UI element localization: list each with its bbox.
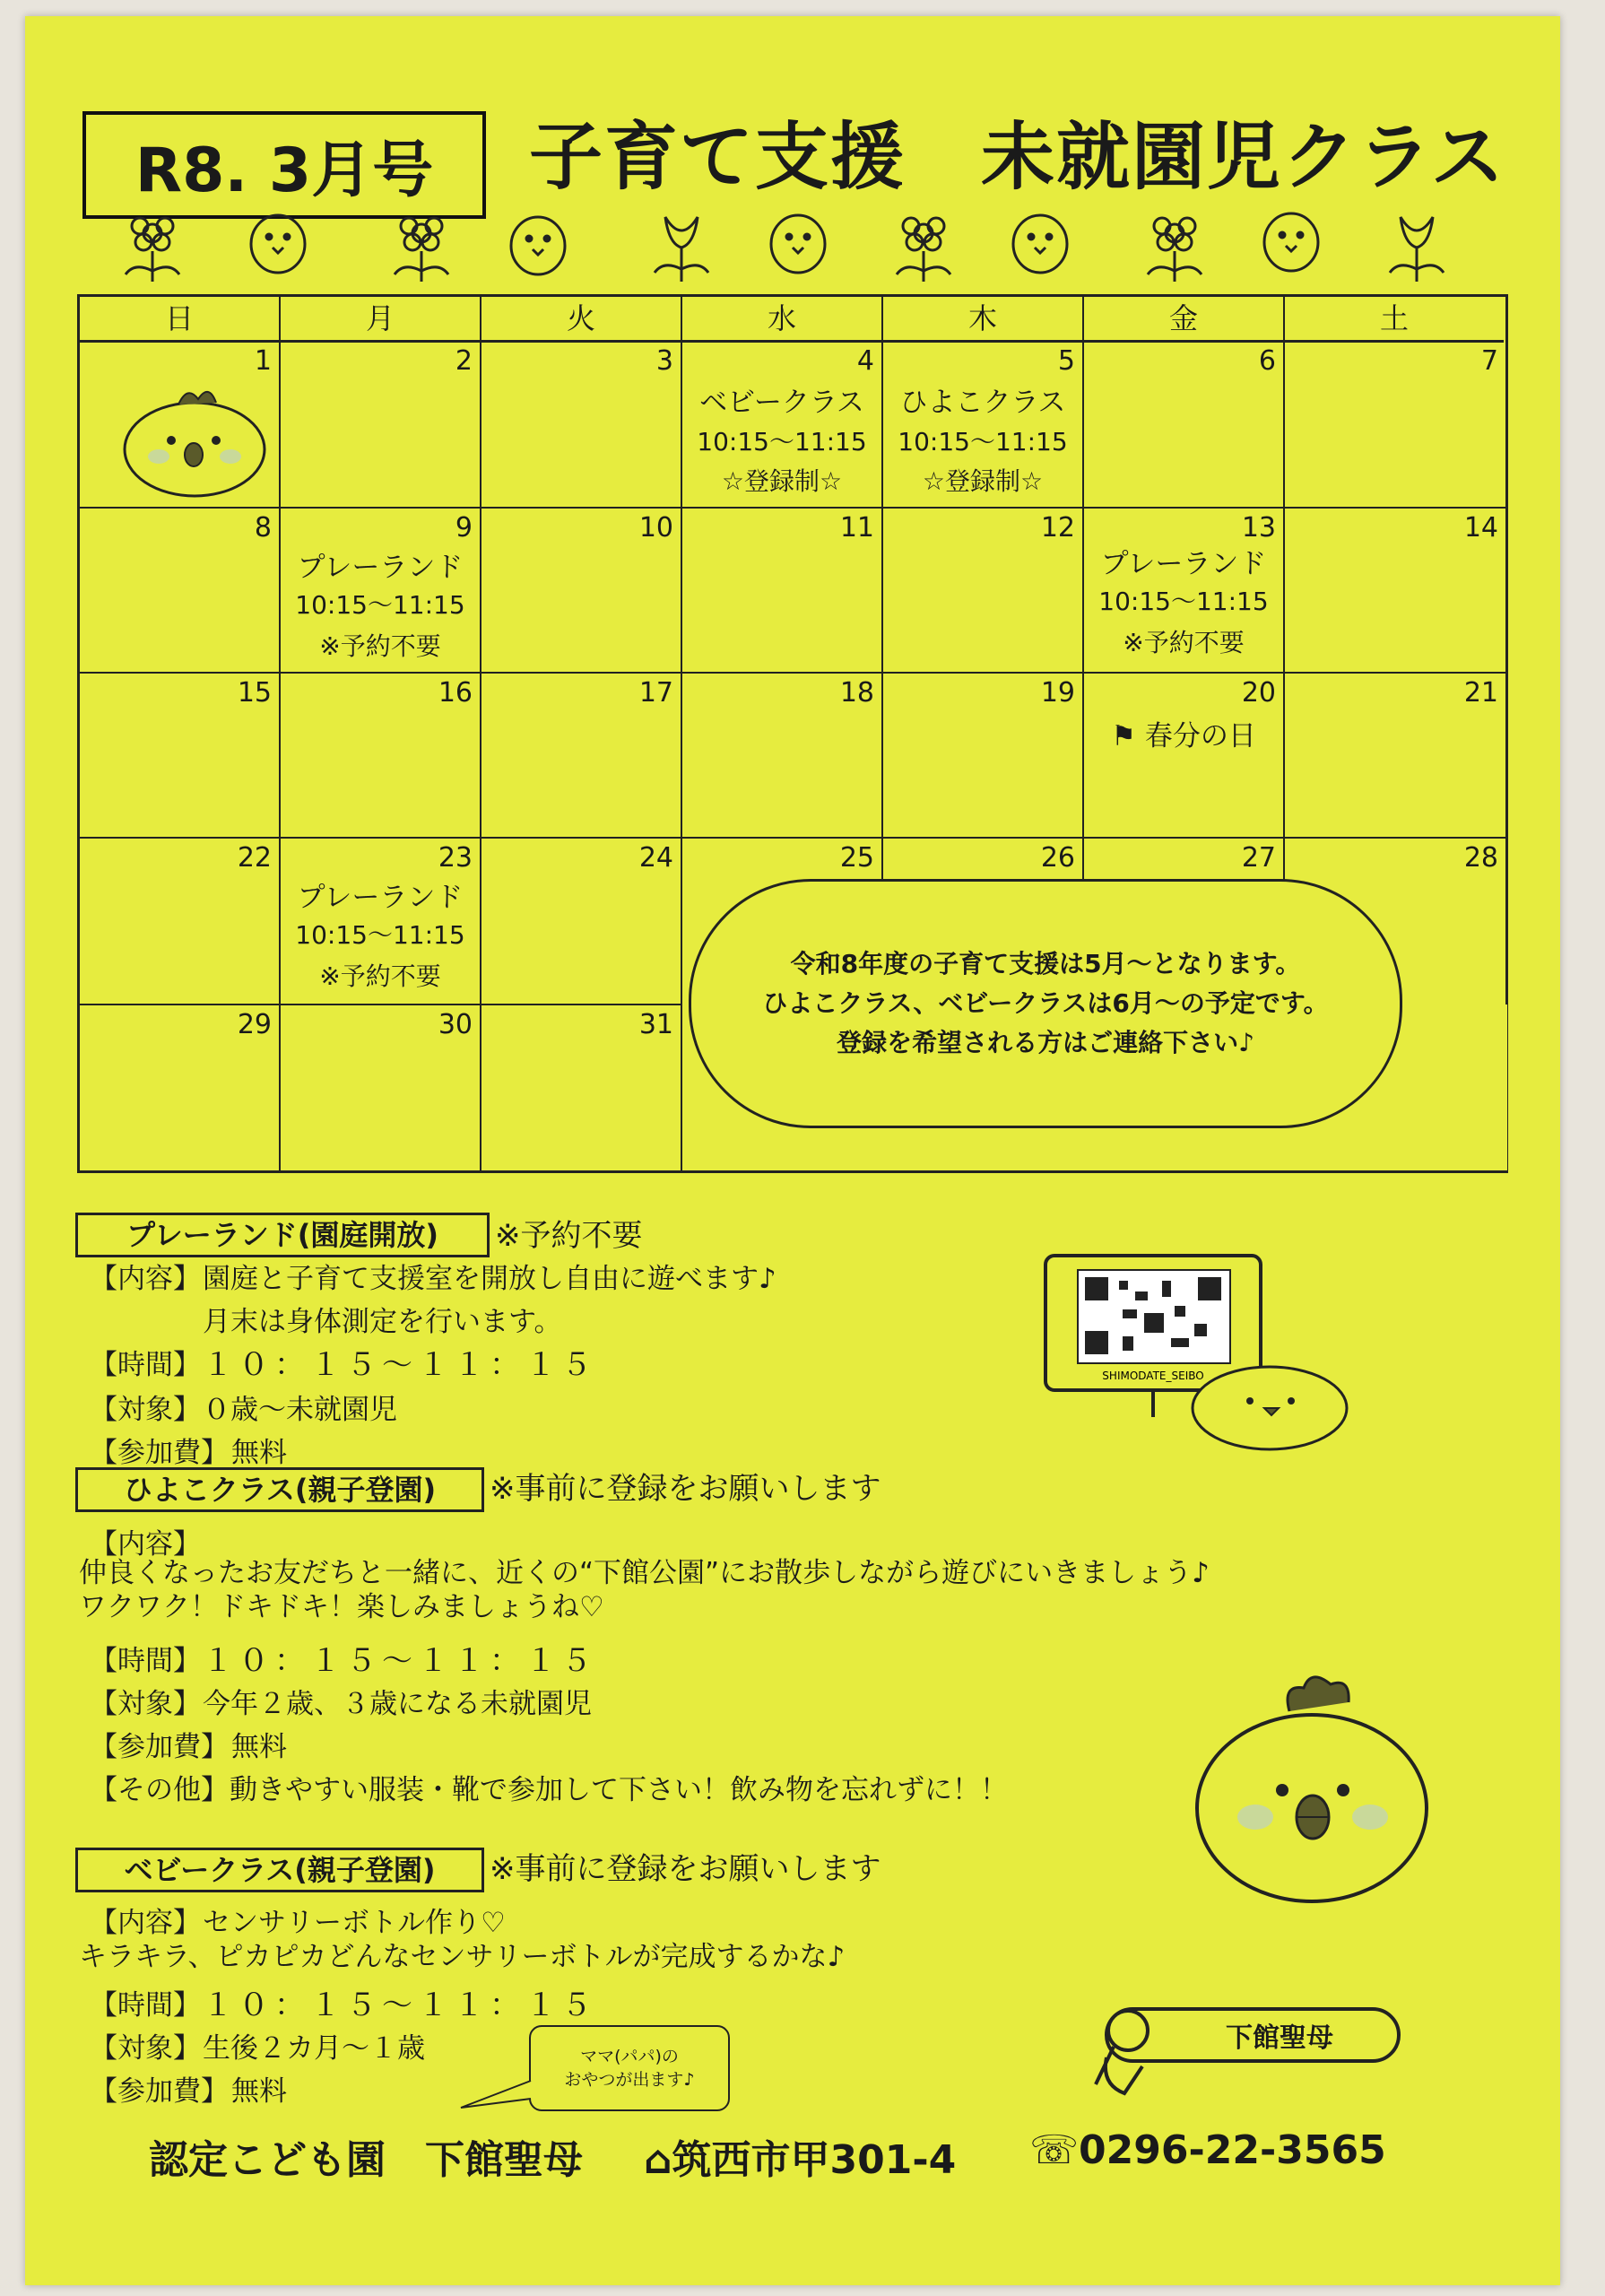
day-number: 10	[638, 512, 673, 544]
weekday-thu: 木	[883, 297, 1084, 343]
day-number: 29	[237, 1009, 272, 1040]
day-number: 16	[438, 677, 473, 709]
day-number: 12	[1040, 512, 1075, 544]
baby-target: 生後２カ月～１歳	[203, 2032, 425, 2065]
notice-bubble	[689, 879, 1402, 1128]
chick-icon	[116, 378, 277, 503]
day-number: 4	[856, 345, 874, 377]
day-cell	[883, 342, 1084, 509]
event-time: 10:15～11:15	[898, 427, 1068, 457]
day-number: 17	[638, 677, 673, 709]
event-time: 10:15～11:15	[1098, 587, 1269, 616]
event-name: プレーランド	[1100, 548, 1267, 580]
playland-time: １０：１５～１１：１５	[203, 1347, 597, 1383]
event-time: 10:15～11:15	[295, 920, 465, 950]
hiyoko-content-label: 【内容】	[90, 1528, 201, 1561]
bubble-tail	[457, 2077, 538, 2113]
baby-fee: 無料	[231, 2075, 287, 2108]
day-number: 3	[655, 345, 673, 377]
weekday-sat: 土	[1285, 297, 1504, 343]
day-cell	[883, 674, 1084, 839]
playland-content2: 月末は身体測定を行います。	[203, 1306, 562, 1338]
day-cell	[482, 674, 682, 839]
weekday-sun: 日	[80, 297, 281, 343]
notice-line: 令和8年度の子育て支援は5月～となります。	[790, 949, 1301, 978]
baby-time: １０：１５～１１：１５	[203, 1987, 597, 2023]
hiyoko-time: １０：１５～１１：１５	[203, 1643, 597, 1679]
phone-number: 0296-22-3565	[1079, 2127, 1386, 2173]
day-cell	[281, 509, 482, 674]
day-cell	[482, 509, 682, 674]
baby-content: センサリーボトル作り♡	[203, 1907, 506, 1939]
issue-label: R8. 3月号	[82, 111, 486, 219]
day-number: 5	[1057, 345, 1075, 377]
hiyoko-fee: 無料	[231, 1731, 287, 1763]
day-cell	[281, 1005, 482, 1170]
day-cell	[281, 674, 482, 839]
day-number: 7	[1480, 345, 1498, 377]
day-cell	[80, 509, 281, 674]
baby-content2: キラキラ、ピカピカどんなセンサリーボトルが完成するかな♪	[79, 1941, 846, 1973]
day-cell	[482, 839, 682, 1005]
snack-speech-bubble	[529, 2025, 730, 2111]
weekday-wed: 水	[682, 297, 883, 343]
hiyoko-note: ※事前に登録をお願いします	[490, 1471, 881, 1507]
search-label: 下館聖母	[1226, 2022, 1333, 2054]
day-cell	[80, 839, 281, 1005]
bubble-line: おやつが出ます♪	[564, 2070, 695, 2090]
home-icon: ⌂	[644, 2137, 672, 2183]
day-cell	[682, 509, 883, 674]
magnifier-pointer-icon	[1087, 2000, 1167, 2099]
day-number: 27	[1241, 842, 1276, 874]
hiyoko-other: 動きやすい服装・靴で参加して下さい！飲み物を忘れずに！！	[230, 1774, 1008, 1806]
day-number: 9	[455, 512, 473, 544]
event-time: 10:15～11:15	[295, 590, 465, 620]
holiday-label	[1084, 713, 1283, 753]
event-name: プレーランド	[297, 552, 464, 584]
playland-fee: 無料	[231, 1437, 287, 1469]
page-title: 子育て支援 未就園児クラス	[529, 115, 1506, 200]
event-note: ☆登録制☆	[721, 466, 843, 496]
baby-note: ※事前に登録をお願いします	[490, 1851, 881, 1887]
event-name: ひよこクラス	[899, 387, 1066, 419]
day-cell	[682, 342, 883, 509]
day-number: 6	[1258, 345, 1276, 377]
playland-content: 園庭と子育て支援室を開放し自由に遊べます♪	[203, 1263, 776, 1295]
hiyoko-time-label: 【時間】	[90, 1645, 201, 1677]
day-number: 1	[254, 345, 272, 377]
phone-icon: ☏	[1029, 2127, 1080, 2173]
hiyoko-target-label: 【対象】	[90, 1688, 201, 1720]
address	[644, 2127, 956, 2185]
event-note: ※予約不要	[319, 961, 441, 991]
day-number: 23	[438, 842, 473, 874]
day-number: 31	[638, 1009, 673, 1040]
hiyoko-other-label: 【その他】	[90, 1774, 229, 1806]
phone	[1029, 2127, 1386, 2173]
day-number: 8	[254, 512, 272, 544]
hiyoko-target: 今年２歳、３歳になる未就園児	[203, 1688, 592, 1720]
baby-content-label: 【内容】	[90, 1907, 201, 1939]
event-note: ☆登録制☆	[922, 466, 1044, 496]
day-cell	[1285, 509, 1505, 674]
flag-icon: ⚑	[1111, 720, 1145, 752]
day-cell	[1084, 509, 1285, 674]
playland-fee-label: 【参加費】	[90, 1437, 229, 1469]
hiyoko-content: 仲良くなったお友だちと一緒に、近くの“下館公園”にお散歩しながら遊びにいきましょう♪	[79, 1557, 1210, 1589]
day-cell	[1285, 342, 1505, 509]
event-name: ベビークラス	[699, 387, 864, 419]
day-cell	[1285, 674, 1505, 839]
day-number: 14	[1463, 512, 1498, 544]
day-cell	[1084, 674, 1285, 839]
weekday-fri: 金	[1084, 297, 1285, 343]
baby-fee-label: 【参加費】	[90, 2075, 229, 2108]
playland-target-label: 【対象】	[90, 1394, 201, 1426]
bubble-line: ママ(パパ)の	[580, 2047, 679, 2066]
day-number: 25	[839, 842, 874, 874]
weekday-tue: 火	[482, 297, 682, 343]
event-note: ※予約不要	[1123, 628, 1245, 657]
notice-line: 登録を希望される方はご連絡下さい♪	[837, 1028, 1254, 1057]
day-cell	[80, 342, 281, 509]
day-cell	[281, 342, 482, 509]
day-number: 22	[237, 842, 272, 874]
day-number: 24	[638, 842, 673, 874]
day-cell	[281, 839, 482, 1005]
flower-chick-decoration	[99, 208, 1497, 289]
hiyoko-content2: ワクワク！ドキドキ！楽しみましょうね♡	[79, 1591, 604, 1623]
baby-title: ベビークラス(親子登園)	[75, 1848, 484, 1892]
day-number: 2	[455, 345, 473, 377]
weekday-mon: 月	[281, 297, 482, 343]
day-number: 20	[1241, 677, 1276, 709]
notice-line: ひよこクラス、ベビークラスは6月～の予定です。	[762, 988, 1329, 1018]
day-number: 15	[237, 677, 272, 709]
day-number: 18	[839, 677, 874, 709]
playland-content-label: 【内容】	[90, 1263, 201, 1295]
address-text: 筑西市甲301-4	[672, 2137, 957, 2183]
qr-signboard-illustration	[1037, 1238, 1368, 1453]
chick-illustration	[1182, 1674, 1442, 1907]
event-time: 10:15～11:15	[697, 427, 867, 457]
day-number: 21	[1463, 677, 1498, 709]
day-cell	[682, 674, 883, 839]
school-name: 認定こども園 下館聖母	[149, 2137, 583, 2183]
day-number: 11	[839, 512, 874, 544]
day-number: 28	[1463, 842, 1498, 874]
playland-time-label: 【時間】	[90, 1349, 201, 1381]
hiyoko-title: ひよこクラス(親子登園)	[75, 1467, 484, 1512]
playland-target: ０歳～未就園児	[203, 1394, 397, 1426]
day-cell	[883, 509, 1084, 674]
day-cell	[80, 674, 281, 839]
day-cell	[482, 342, 682, 509]
playland-note: ※予約不要	[495, 1218, 643, 1254]
day-number: 26	[1040, 842, 1075, 874]
day-number: 13	[1241, 512, 1276, 544]
qr-caption: SHIMODATE_SEIBO	[1102, 1370, 1204, 1382]
playland-title: プレーランド(園庭開放)	[75, 1213, 490, 1257]
baby-target-label: 【対象】	[90, 2032, 201, 2065]
day-number: 19	[1040, 677, 1075, 709]
hiyoko-fee-label: 【参加費】	[90, 1731, 229, 1763]
day-number: 30	[438, 1009, 473, 1040]
day-cell	[1084, 342, 1285, 509]
baby-time-label: 【時間】	[90, 1989, 201, 2022]
holiday-name: 春分の日	[1144, 720, 1256, 752]
event-name: プレーランド	[297, 882, 464, 914]
event-note: ※予約不要	[319, 631, 441, 661]
day-cell	[80, 1005, 281, 1170]
day-cell	[482, 1005, 682, 1170]
